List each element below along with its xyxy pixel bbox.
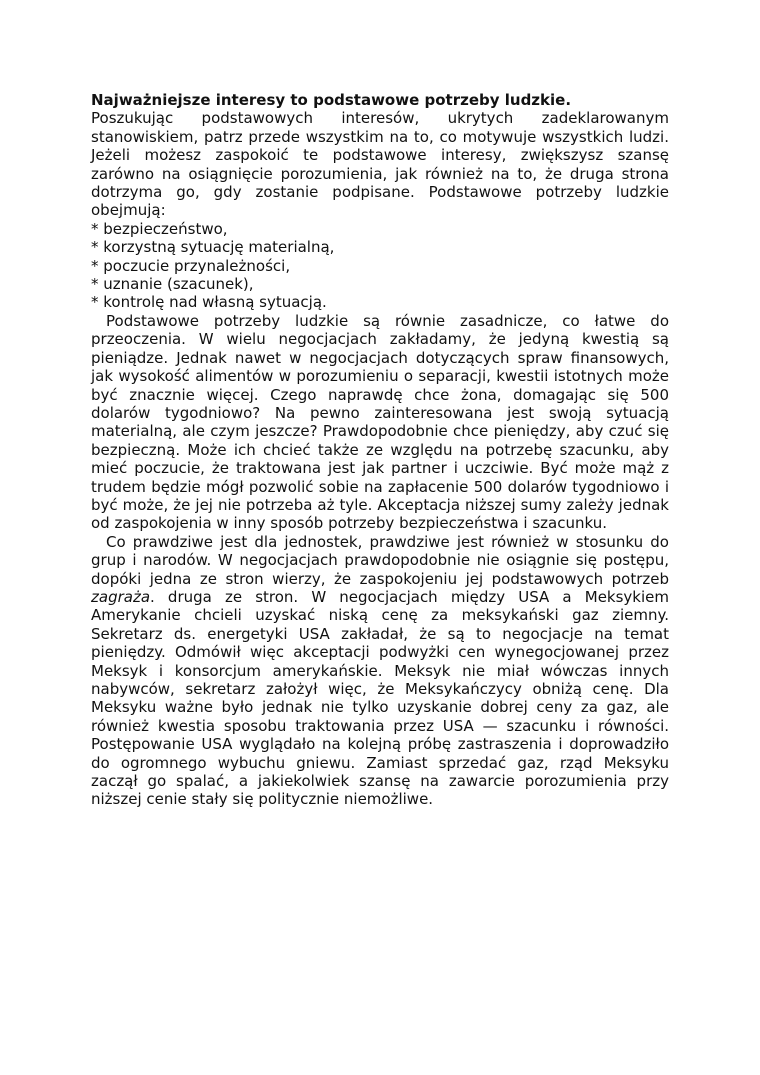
- paragraph-text-part: Co prawdziwe jest dla jednostek, prawdziwe jest również w stosunku do grup i narodów. W negocjacjach prawdopodobnie nie osiągnie się postępu, dopóki jedna ze stron wierzy, że zaspokojeniu jej podstawowych potrzeb: [91, 532, 669, 588]
- document-body: [91, 91, 669, 809]
- italic-word: zagraża: [91, 587, 151, 606]
- needs-list: [91, 220, 669, 312]
- paragraph-basic-needs: Podstawowe potrzeby ludzkie są równie zasadnicze, co łatwe do przeoczenia. W wielu negocjacjach zakładamy, że jedyną kwestią są pieniądze. Jednak nawet w negocjacjach dotyczących spraw finansowych, jak wysokość alimentów w porozumieniu o separacji, kwestii istotnych może być znacznie więcej. Czego naprawdę chce żona, domagając się 500 dolarów tygodniowo? Na pewno zainteresowana jest swoją sytuacją materialną, ale czym jeszcze? Prawdopodobnie chce pieniędzy, aby czuć się bezpieczną. Może ich chcieć także ze względu na potrzebę szacunku, aby mieć poczucie, że traktowana jest jak partner i uczciwie. Być może mąż z trudem będzie mógł pozwolić sobie na zapłacenie 500 dolarów tygodniowo i być może, że jej nie potrzeba aż tyle. Akceptacja niższej sumy zależy jednak od zaspokojenia w inny sposób potrzeby bezpieczeństwa i szacunku.: [91, 311, 669, 533]
- intro-paragraph: Poszukując podstawowych interesów, ukrytych zadeklarowanym stanowiskiem, patrz przede wszystkim na to, co motywuje wszystkich ludzi. Jeżeli możesz zaspokoić te podstawowe interesy, zwiększysz szansę zarówno na osiągnięcie porozumienia, jak również na to, że druga strona dotrzyma go, gdy zostanie podpisane. Podstawowe potrzeby ludzkie obejmują:: [91, 109, 669, 220]
- paragraph-usa-mexico: [91, 533, 669, 809]
- document-title: Najważniejsze interesy to podstawowe potrzeby ludzkie.: [91, 91, 572, 109]
- paragraph-text-part: . druga ze stron. W negocjacjach między USA a Meksykiem Amerykanie chcieli uzyskać niską cenę za meksykański gaz ziemny. Sekretarz ds. energetyki USA zakładał, że są to negocjacje na temat pieniędzy. Odmówił więc akceptacji podwyżki cen wynegocjowanej przez Meksyk i konsorcjum amerykańskie. Meksyk nie miał wówczas innych nabywców, sekretarz założył więc, że Meksykańczycy obniżą cenę. Dla Meksyku ważne było jednak nie tylko uzyskanie dobrej ceny za gaz, ale również kwestia sposobu traktowania przez USA — szacunku i równości. Postępowanie USA wyglądało na kolejną próbę zastraszenia i doprowadziło do ogromnego wybuchu gniewu. Zamiast sprzedać gaz, rząd Meksyku zaczął go spalać, a jakiekolwiek szansę na zawarcie porozumienia przy niższej cenie stały się politycznie niemożliwe.: [91, 587, 669, 809]
- list-item: * bezpieczeństwo,: [91, 219, 228, 238]
- list-item: * korzystną sytuację materialną,: [91, 238, 335, 257]
- list-item: * uznanie (szacunek),: [91, 275, 254, 294]
- list-item: * kontrolę nad własną sytuacją.: [91, 293, 327, 312]
- list-item: * poczucie przynależności,: [91, 256, 291, 275]
